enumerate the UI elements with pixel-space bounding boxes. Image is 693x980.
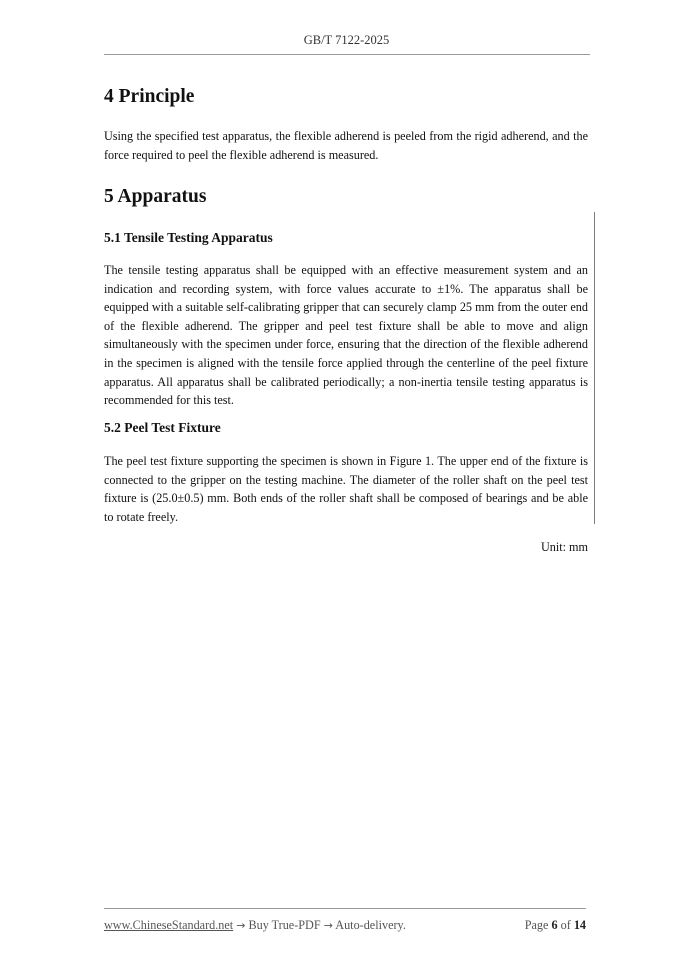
section-title-apparatus: 5 Apparatus bbox=[104, 186, 207, 207]
unit-label: Unit: mm bbox=[540, 540, 588, 554]
footer-divider bbox=[104, 908, 586, 909]
fixture-paragraph: The peel test fixture supporting the specimen is shown in Figure 1. The upper end of the fixture is connected to the gripper on the testing machine. The diameter of the roller shaft on the peel test fixture is (25.0±0.5) mm. Both ends of the roller shaft shall be composed of bearings and be able to rotate freely. bbox=[104, 454, 588, 524]
delivery-text: Auto-delivery. bbox=[335, 918, 406, 932]
running-header: GB/T 7122-2025 bbox=[303, 33, 390, 47]
arrow-right-icon: → bbox=[323, 919, 333, 932]
tensile-paragraph: The tensile testing apparatus shall be equipped with an effective measurement system and an indication and recording system, with force values accurate to ±1%. The apparatus shall be equipped with a suitable self-calibrating gripper that can securely clamp 25 mm from the outer end of the flexible adherend. The gripper and peel test fixture shall be able to move and align simultaneously with the specimen under force, ensuring that the direction of the flexible adherend in the specimen is aligned with the tensile force applied through the centerline of the peel fixture apparatus. All apparatus shall be calibrated periodically; a non-inertia tensile testing apparatus is recommended for this test. bbox=[104, 263, 588, 408]
footer-promo bbox=[104, 918, 406, 933]
page-word: Page bbox=[524, 918, 549, 932]
section-title-principle: 4 Principle bbox=[104, 86, 195, 107]
page-current: 6 bbox=[551, 918, 558, 932]
page-total: 14 bbox=[573, 918, 586, 932]
buy-text: Buy True-PDF bbox=[248, 918, 321, 932]
subsection-title-fixture: 5.2 Peel Test Fixture bbox=[104, 420, 221, 435]
principle-paragraph: Using the specified test apparatus, the flexible adherend is peeled from the rigid adherend, and the force required to peel the flexible adherend is measured. bbox=[104, 129, 588, 162]
arrow-right-icon: → bbox=[236, 919, 246, 932]
subsection-title-tensile: 5.1 Tensile Testing Apparatus bbox=[104, 230, 273, 245]
site-link[interactable]: www.ChineseStandard.net bbox=[104, 918, 234, 932]
page-number bbox=[525, 918, 586, 933]
of-word: of bbox=[560, 918, 571, 932]
revision-change-bar bbox=[594, 212, 595, 524]
header-divider bbox=[104, 54, 590, 55]
